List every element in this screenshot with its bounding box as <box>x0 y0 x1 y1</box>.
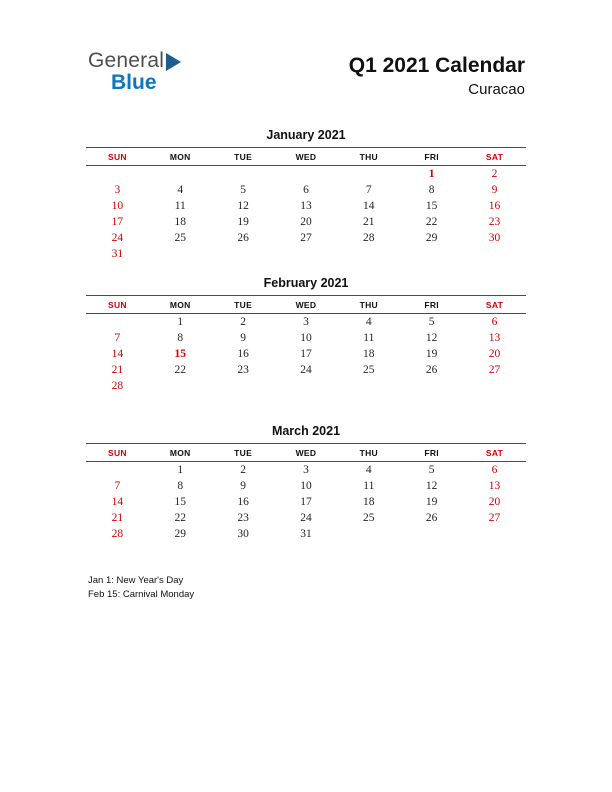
month-title: February 2021 <box>263 276 349 290</box>
page-subtitle: Curacao <box>468 81 525 98</box>
date-cell: 2 <box>240 316 246 328</box>
empty-cell <box>149 378 212 394</box>
date-cell: 23 <box>488 216 501 228</box>
week-row <box>86 346 526 362</box>
date-cell: 14 <box>111 496 124 508</box>
day-header-mon: MON <box>169 300 191 310</box>
general-blue-logo <box>88 50 181 93</box>
week-row <box>86 330 526 346</box>
date-cell: 21 <box>111 364 124 376</box>
empty-cell <box>275 166 338 183</box>
day-header-fri: FRI <box>424 300 439 310</box>
legend-line-new-years-day: Jan 1: New Year's Day <box>88 575 184 586</box>
empty-cell <box>149 246 212 262</box>
day-header-sun: SUN <box>107 448 127 458</box>
date-cell: 4 <box>365 464 372 476</box>
date-cell: 24 <box>111 232 124 244</box>
date-cell: 6 <box>491 316 498 328</box>
date-cell: 12 <box>237 200 249 212</box>
empty-cell <box>463 378 526 394</box>
date-cell: 29 <box>174 528 187 540</box>
date-cell: 9 <box>240 480 246 492</box>
empty-cell <box>212 166 275 183</box>
date-cell: 27 <box>488 364 501 376</box>
title-block <box>349 54 525 98</box>
date-cell: 2 <box>491 168 498 180</box>
date-cell: 27 <box>488 512 501 524</box>
date-cell: 10 <box>300 332 312 344</box>
date-cell: 5 <box>428 316 435 328</box>
date-cell: 2 <box>240 464 246 476</box>
month-grid <box>86 443 526 542</box>
day-header-sun: SUN <box>107 300 127 310</box>
date-cell: 25 <box>174 232 187 244</box>
week-row <box>86 166 526 183</box>
date-cell: 8 <box>177 332 184 344</box>
week-row <box>86 362 526 378</box>
month-title: January 2021 <box>266 128 346 142</box>
day-header-mon: MON <box>169 448 191 458</box>
date-cell: 28 <box>111 528 124 540</box>
week-row <box>86 230 526 246</box>
empty-cell <box>86 314 149 331</box>
date-cell: 5 <box>240 184 246 196</box>
date-cell: 19 <box>425 348 438 360</box>
day-header-wed: WED <box>295 448 317 458</box>
week-row <box>86 198 526 214</box>
day-header-tue: TUE <box>234 448 253 458</box>
day-header-tue: TUE <box>234 152 253 162</box>
date-cell: 16 <box>488 200 501 212</box>
day-header-sat: SAT <box>485 152 504 162</box>
date-cell: 30 <box>237 528 249 540</box>
holiday-legend <box>88 574 612 602</box>
empty-cell <box>337 378 400 394</box>
date-cell: 1 <box>177 316 184 328</box>
day-header-wed: WED <box>295 300 317 310</box>
empty-cell <box>275 246 338 262</box>
empty-cell <box>337 526 400 542</box>
date-cell: 21 <box>111 512 124 524</box>
day-header-fri: FRI <box>424 448 439 458</box>
date-cell: 26 <box>237 232 249 244</box>
day-header-tue: TUE <box>234 300 253 310</box>
date-cell: 1 <box>428 168 435 180</box>
date-cell: 31 <box>111 248 124 260</box>
date-cell: 7 <box>114 480 121 492</box>
date-cell: 25 <box>363 512 375 524</box>
date-cell: 15 <box>425 200 438 212</box>
date-cell: 18 <box>363 348 375 360</box>
month-january <box>86 128 526 276</box>
logo-flag-icon <box>166 53 181 71</box>
page-title: Q1 2021 Calendar <box>348 54 525 77</box>
date-cell: 17 <box>300 496 312 508</box>
date-cell: 4 <box>177 184 184 196</box>
month-february <box>86 276 526 424</box>
month-grid <box>86 295 526 394</box>
date-cell: 18 <box>174 216 187 228</box>
calendars <box>86 128 526 572</box>
empty-cell <box>400 378 463 394</box>
week-row <box>86 214 526 230</box>
date-cell: 6 <box>491 464 498 476</box>
date-cell: 8 <box>177 480 184 492</box>
date-cell: 26 <box>425 364 438 376</box>
date-cell: 7 <box>114 332 121 344</box>
empty-cell <box>212 378 275 394</box>
date-cell: 15 <box>174 496 187 508</box>
empty-cell <box>400 246 463 262</box>
month-title: March 2021 <box>271 424 341 438</box>
date-cell: 19 <box>237 216 249 228</box>
date-cell: 29 <box>425 232 438 244</box>
legend-line-carnival-monday: Feb 15: Carnival Monday <box>88 589 195 600</box>
date-cell: 10 <box>300 480 312 492</box>
date-cell: 14 <box>111 348 124 360</box>
date-cell: 27 <box>300 232 312 244</box>
date-cell: 24 <box>300 512 312 524</box>
week-row <box>86 314 526 331</box>
page-header <box>0 0 612 98</box>
date-cell: 18 <box>363 496 375 508</box>
logo-text-blue: Blue <box>111 71 157 94</box>
date-cell: 5 <box>428 464 435 476</box>
day-header-sun: SUN <box>107 152 127 162</box>
empty-cell <box>463 246 526 262</box>
date-cell: 3 <box>114 184 121 196</box>
date-cell: 22 <box>174 512 187 524</box>
date-cell: 13 <box>488 480 501 492</box>
date-cell: 12 <box>425 332 438 344</box>
date-cell: 9 <box>240 332 246 344</box>
empty-cell <box>463 526 526 542</box>
day-header-thu: THU <box>359 448 378 458</box>
date-cell: 9 <box>491 184 498 196</box>
date-cell: 17 <box>111 216 124 228</box>
date-cell: 20 <box>488 496 501 508</box>
date-cell: 16 <box>237 496 249 508</box>
date-cell: 6 <box>303 184 309 196</box>
date-cell: 12 <box>425 480 438 492</box>
date-cell: 13 <box>300 200 312 212</box>
date-cell: 10 <box>111 200 124 212</box>
date-cell: 28 <box>111 380 124 392</box>
week-row <box>86 182 526 198</box>
date-cell: 22 <box>174 364 187 376</box>
empty-cell <box>275 378 338 394</box>
empty-cell <box>86 166 149 183</box>
date-cell: 26 <box>425 512 438 524</box>
date-cell: 21 <box>363 216 375 228</box>
date-cell: 7 <box>365 184 372 196</box>
date-cell: 20 <box>488 348 501 360</box>
empty-cell <box>212 246 275 262</box>
logo-row <box>88 50 181 71</box>
date-cell: 19 <box>425 496 438 508</box>
empty-cell <box>86 462 149 479</box>
date-cell: 13 <box>488 332 501 344</box>
logo-text-general: General <box>88 49 165 72</box>
date-cell: 28 <box>363 232 375 244</box>
date-cell: 31 <box>300 528 312 540</box>
day-header-sat: SAT <box>485 448 504 458</box>
week-row <box>86 510 526 526</box>
date-cell: 30 <box>488 232 501 244</box>
date-cell: 3 <box>303 464 309 476</box>
empty-cell <box>400 526 463 542</box>
day-header-sat: SAT <box>485 300 504 310</box>
date-cell: 22 <box>425 216 438 228</box>
date-cell: 23 <box>237 364 249 376</box>
day-header-thu: THU <box>359 300 378 310</box>
date-cell: 20 <box>300 216 312 228</box>
day-header-fri: FRI <box>424 152 439 162</box>
day-header-wed: WED <box>295 152 317 162</box>
week-row <box>86 526 526 542</box>
week-row <box>86 462 526 479</box>
month-march <box>86 424 526 572</box>
date-cell: 11 <box>363 480 375 492</box>
date-cell: 4 <box>365 316 372 328</box>
empty-cell <box>337 166 400 183</box>
date-cell: 15 <box>174 348 187 360</box>
empty-cell <box>337 246 400 262</box>
day-header-thu: THU <box>359 152 378 162</box>
date-cell: 17 <box>300 348 312 360</box>
date-cell: 8 <box>428 184 435 196</box>
week-row <box>86 246 526 262</box>
date-cell: 3 <box>303 316 309 328</box>
date-cell: 14 <box>363 200 375 212</box>
week-row <box>86 378 526 394</box>
day-header-mon: MON <box>169 152 191 162</box>
date-cell: 24 <box>300 364 312 376</box>
date-cell: 25 <box>363 364 375 376</box>
empty-cell <box>149 166 212 183</box>
date-cell: 16 <box>237 348 249 360</box>
month-grid <box>86 147 526 262</box>
date-cell: 1 <box>177 464 184 476</box>
week-row <box>86 494 526 510</box>
week-row <box>86 478 526 494</box>
date-cell: 11 <box>174 200 186 212</box>
date-cell: 11 <box>363 332 375 344</box>
date-cell: 23 <box>237 512 249 524</box>
